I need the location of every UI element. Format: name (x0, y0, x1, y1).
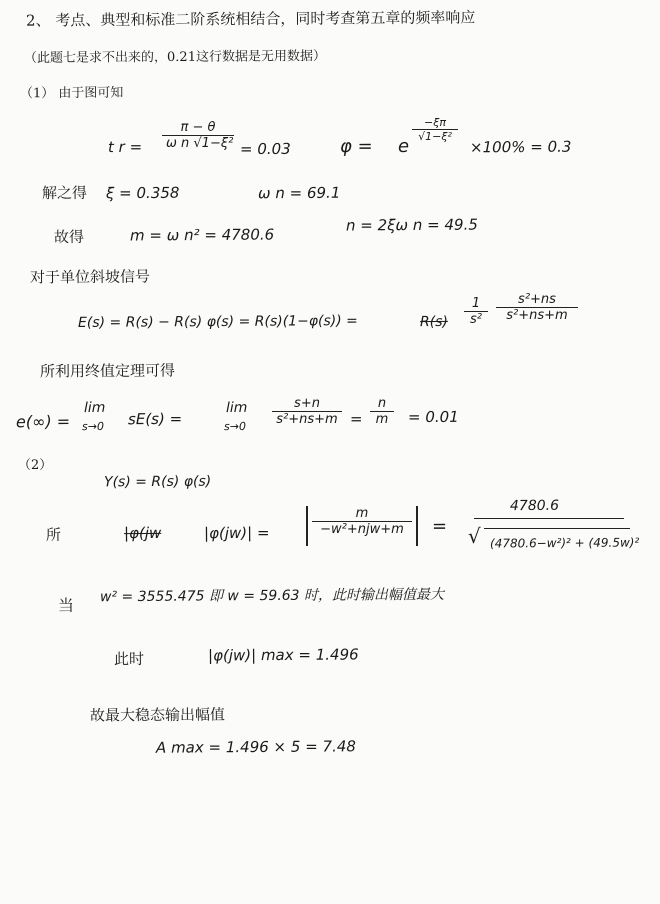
solve-xi: ξ = 0.358 (105, 183, 180, 203)
ess-mid: sE(s) = (127, 409, 183, 429)
abs-bar-right (416, 506, 418, 546)
hence-n: n = 2ξω n = 49.5 (345, 215, 478, 235)
abs-num: m (312, 506, 412, 522)
solve-wn: ω n = 69.1 (257, 183, 341, 203)
note-line: （此题七是求不出来的，0.21这行数据是无用数据） (23, 48, 326, 67)
es-f1-num: 1 (464, 296, 488, 312)
abs-den: −w²+njw+m (320, 522, 404, 537)
ess-eq: = (349, 409, 363, 429)
ess-f2-num: n (370, 396, 394, 412)
amax-expr: A max = 1.496 × 5 = 7.48 (155, 737, 356, 757)
sqrt-sign: √ (467, 523, 481, 549)
es-f2-den: s²+ns+m (506, 308, 568, 323)
phi-lhs: φ = (339, 135, 373, 158)
hence-m: m = ω n² = 4780.6 (129, 225, 275, 245)
when-label: 当 (57, 595, 75, 616)
max-expr: |φ(jw)| max = 1.496 (207, 645, 359, 665)
es-frac1 (464, 296, 488, 327)
phi-num: −ξπ (412, 116, 458, 130)
part2-label: （2） (17, 457, 53, 474)
max-output-label: 故最大稳态输出幅值 (89, 705, 226, 725)
abs-strike: |φ(jw (123, 523, 162, 543)
lim-2: lim (225, 399, 248, 417)
phi-den: √1−ξ² (418, 130, 452, 143)
abs-phi: |φ(jw)| = (203, 523, 270, 543)
problem-heading: 2、 考点、典型和标准二阶系统相结合，同时考查第五章的频率响应 (25, 8, 476, 30)
ys-expr: Y(s) = R(s) φ(s) (103, 473, 212, 491)
part1-intro: （1） 由于图可知 (19, 85, 124, 102)
tr-den: ω n √1−ξ² (166, 136, 234, 151)
sqrt-overline (484, 528, 630, 529)
ess-frac (272, 396, 342, 427)
abs-bar-left (306, 506, 308, 546)
lim-1-sub: s→0 (81, 419, 104, 434)
phi-rhs: ×100% = 0.3 (469, 137, 572, 157)
lim-1: lim (83, 399, 106, 417)
tr-rhs: = 0.03 (239, 139, 291, 159)
ess-frac2 (370, 396, 394, 427)
es-strike: R(s) (419, 313, 449, 331)
ess-f2-den: m (375, 412, 389, 427)
abs-big-bar (474, 518, 624, 519)
ess-f-den: s²+ns+m (276, 412, 338, 427)
now-label: 此时 (113, 649, 145, 669)
final-value-label: 所利用终值定理可得 (39, 361, 176, 381)
ess-rhs: = 0.01 (407, 407, 459, 427)
abs-eq: = (431, 515, 448, 538)
tr-num: π − θ (162, 120, 234, 136)
tr-lhs: t r = (107, 137, 143, 157)
when-text: w² = 3555.475 即 w = 59.63 时，此时输出幅值最大 (99, 586, 445, 606)
abs-frac (312, 506, 412, 537)
phi-exponent (412, 116, 458, 143)
es-frac2 (496, 292, 578, 323)
hence-label: 故得 (53, 227, 85, 247)
tr-fraction (162, 120, 234, 151)
ramp-label: 对于单位斜坡信号 (29, 267, 151, 287)
phi-e: e (397, 135, 410, 158)
abs-big-den: (4780.6−w²)² + (49.5w)² (489, 535, 640, 551)
es-f1-den: s² (470, 312, 482, 327)
ess-f-num: s+n (272, 396, 342, 412)
abs-big-num: 4780.6 (509, 497, 560, 515)
es-lhs: E(s) = R(s) − R(s) φ(s) = R(s)(1−φ(s)) = (77, 313, 358, 331)
lim-2-sub: s→0 (223, 419, 246, 434)
so-label: 所 (45, 525, 62, 545)
es-f2-num: s²+ns (496, 292, 578, 308)
ess-lhs: e(∞) = (15, 411, 71, 432)
solve-label: 解之得 (41, 183, 88, 203)
